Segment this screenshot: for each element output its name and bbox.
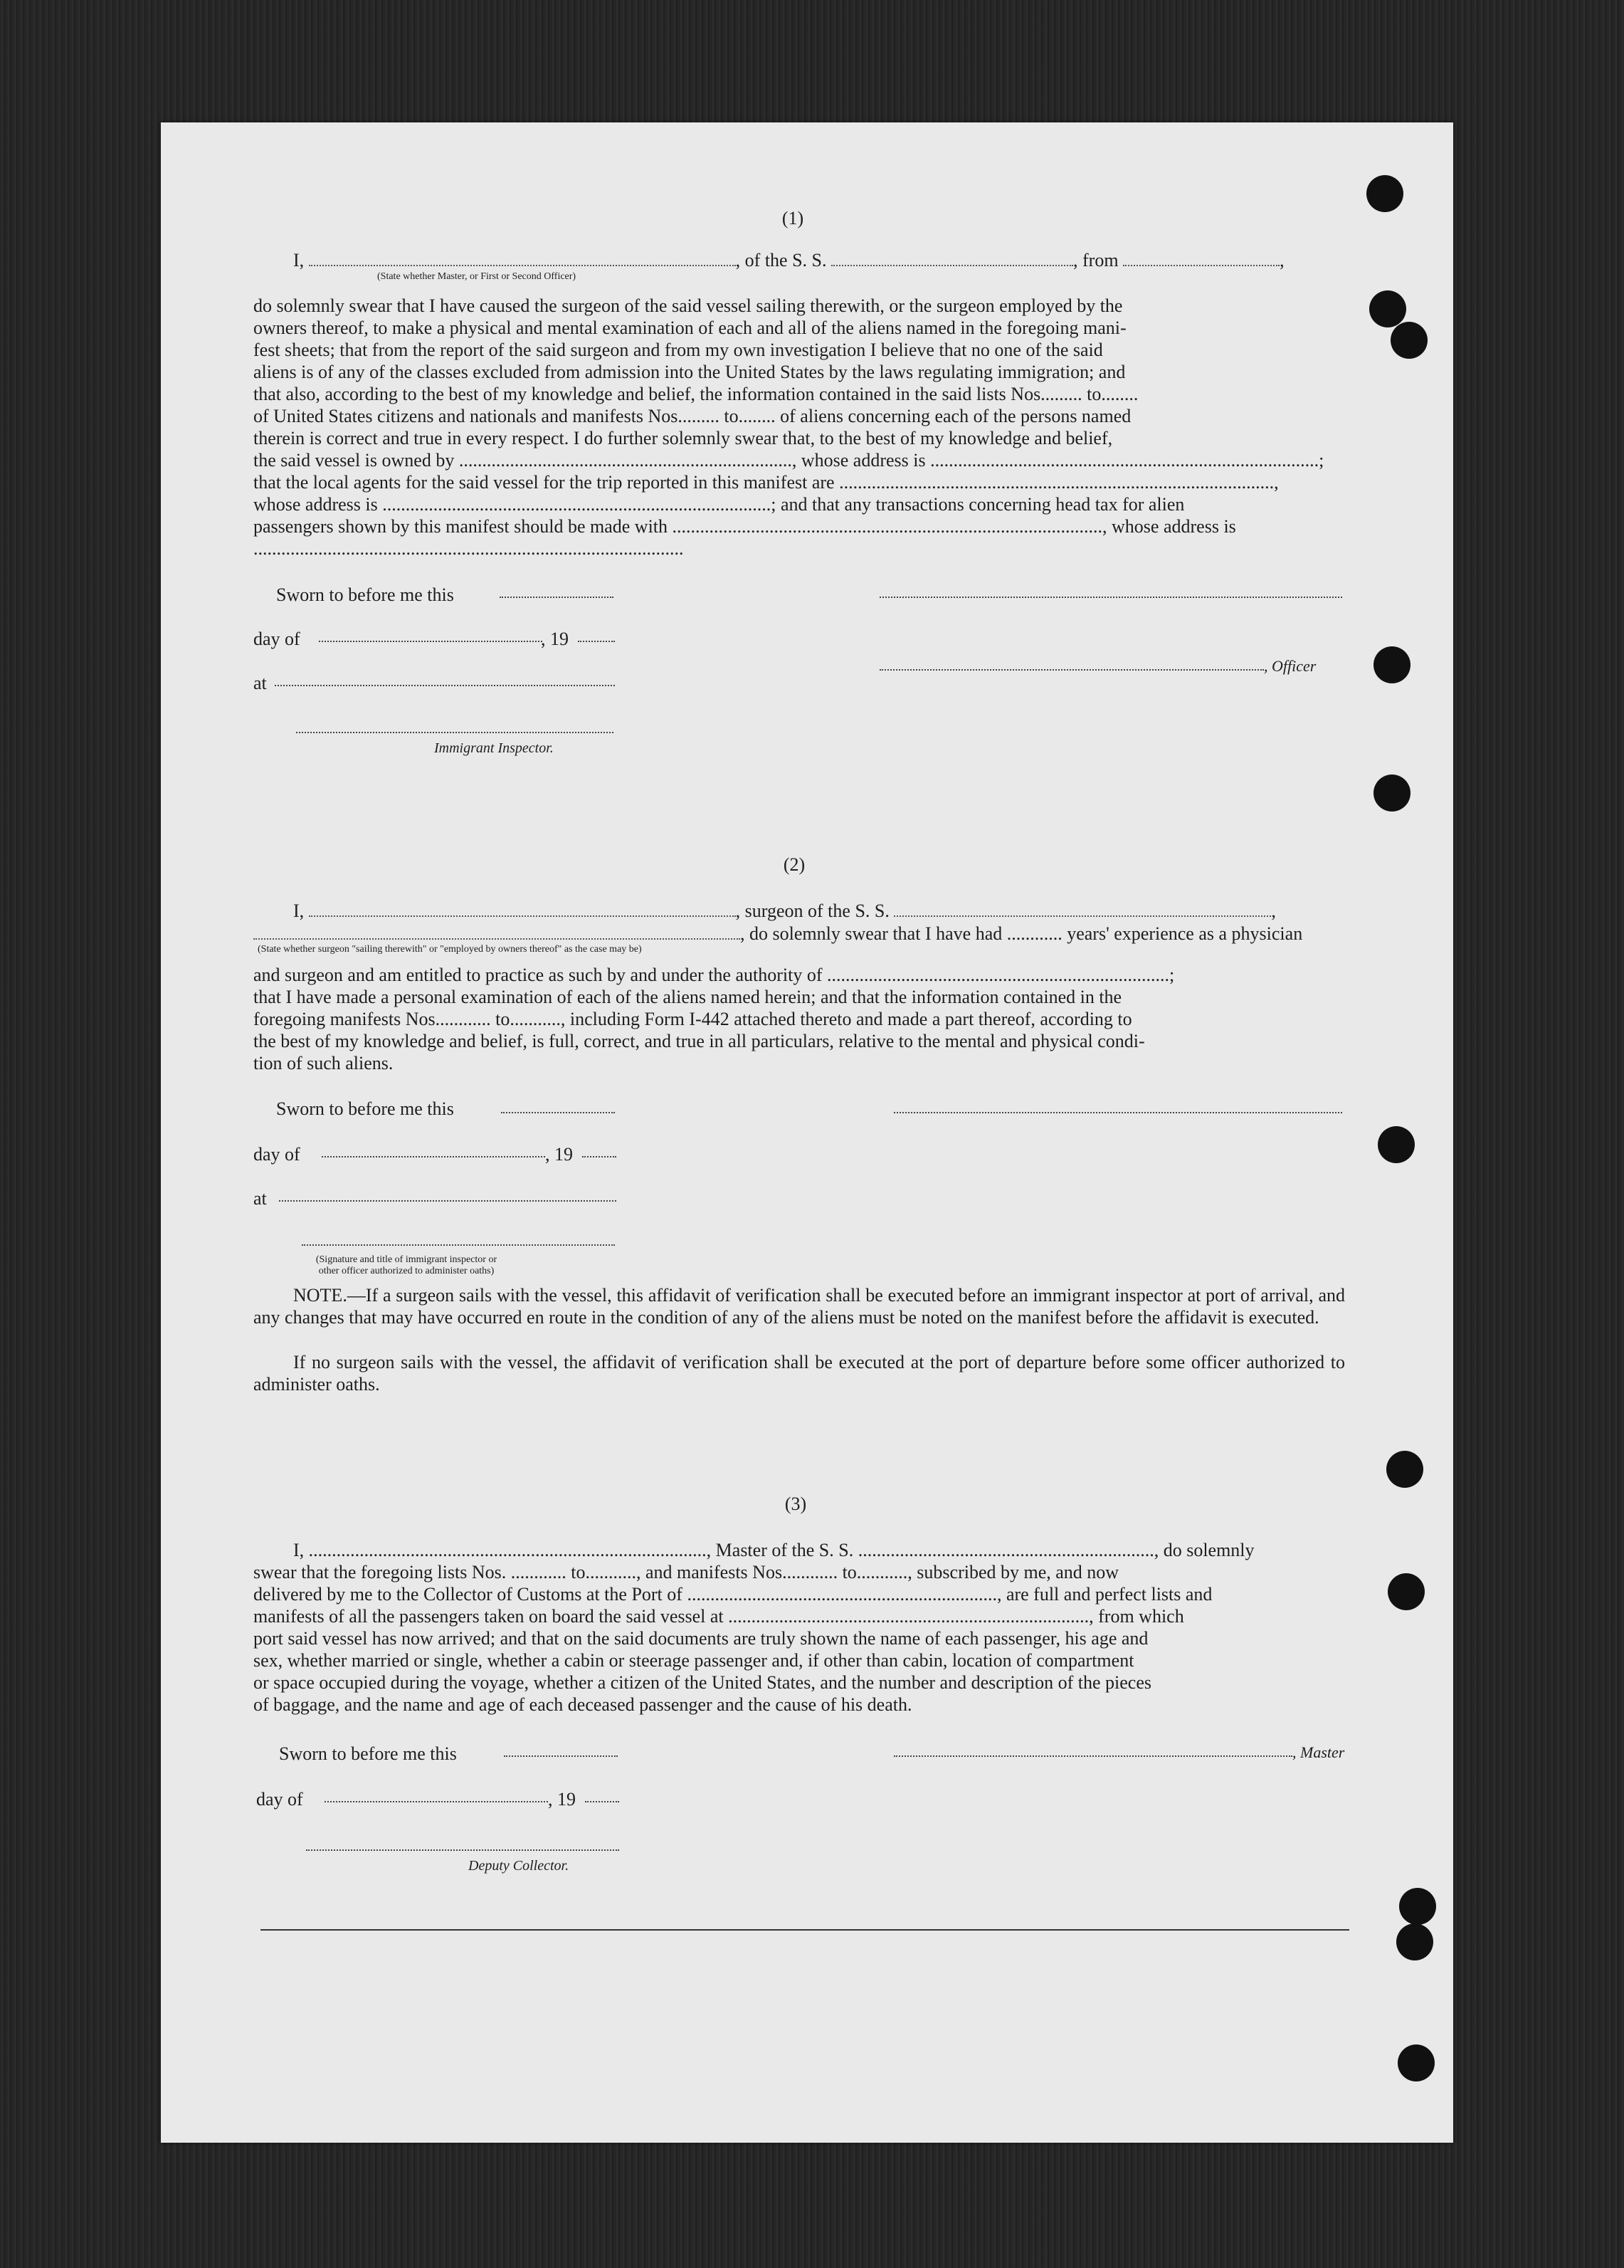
blank-field: [831, 251, 1073, 266]
punch-hole: [1386, 1451, 1423, 1488]
section-2-note: [253, 1284, 1345, 1328]
note-text: —If a surgeon sails with the vessel, this affidavit of verification shall be executed before an immigrant inspector at port of arrival, and any changes that may have occurred en route in the condition of any of the aliens must be noted on the manifest before the affidavit is executed.: [253, 1285, 1345, 1328]
text-line: .............................................................................................: [253, 538, 684, 559]
section-1-number: (1): [781, 208, 804, 229]
section-3-number: (3): [784, 1493, 807, 1514]
text-line: of United States citizens and nationals and manifests Nos......... to........ of aliens concerning each of the persons named: [253, 406, 1132, 426]
inspector-signature-line: [302, 1244, 615, 1246]
text-line: the said vessel is owned by ........................................................................, whose address is ....................................................................................;: [253, 450, 1324, 471]
blank-field: [585, 1801, 619, 1802]
blank-field: [309, 251, 736, 266]
text-line: swear that the foregoing lists Nos. ............ to..........., and manifests Nos............ to..........., subscribed by me, and now: [253, 1562, 1119, 1582]
section-1-at-label: at: [253, 673, 267, 693]
text-line: of baggage, and the name and age of each deceased passenger and the cause of his death.: [253, 1694, 912, 1715]
section-1-sworn-label: Sworn to before me this: [276, 584, 454, 605]
text-line: whose address is ....................................................................................; and that any transactions concerning head tax for alien: [253, 494, 1185, 515]
blank-field: [578, 641, 615, 642]
section-3-year: , 19: [548, 1789, 576, 1810]
blank-field: [894, 901, 1271, 917]
bottom-rule: [260, 1929, 1349, 1931]
text-line: owners thereof, to make a physical and mental examination of each and all of the aliens named in the foregoing mani-: [253, 317, 1127, 338]
section-1-inspector-label: Immigrant Inspector.: [434, 740, 554, 756]
punch-hole: [1399, 1888, 1436, 1925]
section-1-i: I,: [293, 250, 305, 271]
text-line: manifests of all the passengers taken on board the said vessel at .............................................................................., from which: [253, 1606, 1184, 1627]
blank-field: [275, 685, 615, 686]
section-3-sworn-label: Sworn to before me this: [279, 1743, 457, 1764]
section-2-note-2: If no surgeon sails with the vessel, the affidavit of verification shall be executed at the port of departure before some officer authorized to administer oaths.: [253, 1352, 1345, 1395]
section-2-i: I,: [293, 901, 305, 921]
section-2-second-line: [253, 923, 1470, 945]
section-3-day-label: day of: [256, 1789, 303, 1810]
text-line: delivered by me to the Collector of Customs at the Port of ..................................................................., are full and perfect lists and: [253, 1584, 1213, 1605]
section-2-number: (2): [783, 854, 806, 875]
section-2-body: [253, 964, 1342, 1074]
punch-hole: [1396, 1923, 1433, 1960]
blank-field: [1123, 251, 1280, 266]
punch-hole: [1373, 646, 1411, 683]
officer-signature-line: [880, 669, 1264, 671]
punch-hole: [1369, 290, 1406, 327]
punch-hole: [1366, 175, 1403, 212]
punch-hole: [1398, 2044, 1435, 2081]
text-line: I, ......................................................................................, Master of the S. S. ................................................................, do solemnly: [293, 1540, 1255, 1560]
text-line: therein is correct and true in every respect. I do further solemnly swear that, to the best of my knowledge and belief,: [253, 428, 1113, 448]
surgeon-signature-line: [894, 1112, 1342, 1113]
section-2-day-label: day of: [253, 1144, 300, 1165]
section-1-of-ss: , of the S. S.: [735, 250, 827, 271]
blank-field: [504, 1755, 618, 1757]
section-2-year: , 19: [545, 1144, 573, 1165]
text-line: aliens is of any of the classes excluded from admission into the United States by the laws regulating immigration; and: [253, 362, 1126, 382]
punch-hole: [1391, 322, 1428, 359]
officer-signature-line: [880, 597, 1342, 598]
section-2-sworn-label: Sworn to before me this: [276, 1098, 454, 1119]
section-1-body: [253, 295, 1342, 560]
master-signature-line: [894, 1755, 1292, 1757]
text-line: and surgeon and am entitled to practice as such by and under the authority of ..........................................................................;: [253, 965, 1175, 985]
section-1-day-label: day of: [253, 629, 300, 649]
section-1-year: , 19: [541, 629, 569, 649]
punch-hole: [1373, 775, 1411, 812]
section-2-at-label: at: [253, 1188, 267, 1209]
blank-field: [309, 901, 736, 917]
text-line: that I have made a personal examination of each of the aliens named herein; and that the information contained in the: [253, 987, 1122, 1007]
section-2-years-experience: , do solemnly swear that I have had ............ years' experience as a physician: [740, 923, 1303, 944]
blank-field: [500, 597, 613, 598]
text-line: port said vessel has now arrived; and that on the said documents are truly shown the name of each passenger, his age and: [253, 1628, 1149, 1649]
form-page: [161, 122, 1453, 2143]
section-2-signature-note: (Signature and title of immigrant inspector or other officer authorized to administer oaths): [315, 1254, 497, 1276]
text-line: fest sheets; that from the report of the said surgeon and from my own investigation I believe that no one of the said: [253, 340, 1103, 360]
section-2-first-line: I, , surgeon of the S. S. ,: [293, 901, 1276, 921]
punch-hole: [1388, 1573, 1425, 1610]
blank-field: [279, 1200, 616, 1202]
blank-field: [322, 1156, 545, 1157]
section-1-from: , from: [1073, 250, 1119, 271]
inspector-signature-line: [296, 732, 613, 733]
section-1-first-line: [293, 249, 1510, 271]
punch-hole: [1378, 1126, 1415, 1163]
text-line: do solemnly swear that I have caused the surgeon of the said vessel sailing therewith, or the surgeon employed by the: [253, 295, 1123, 316]
section-2-surgeon-of: , surgeon of the S. S.: [735, 901, 890, 921]
section-3-master-label: , Master: [1292, 1743, 1345, 1761]
text-line: passengers shown by this manifest should be made with ............................................................................................., whose address is: [253, 516, 1236, 537]
text-line: sex, whether married or single, whether a cabin or steerage passenger and, if other than cabin, location of compartment: [253, 1650, 1134, 1671]
text-line: or space occupied during the voyage, whether a citizen of the United States, and the number and description of the pieces: [253, 1672, 1152, 1693]
text-line: foregoing manifests Nos............ to..........., including Form I-442 attached thereto and made a part thereof, according to: [253, 1009, 1132, 1029]
section-1-comma: ,: [1280, 250, 1285, 271]
blank-field: [501, 1112, 615, 1113]
blank-field: [253, 924, 740, 940]
text-line: that the local agents for the said vessel for the trip reported in this manifest are ..............................................................................................,: [253, 472, 1279, 493]
section-3-body: [253, 1539, 1352, 1716]
section-1-officer-note: (State whether Master, or First or Second Officer): [377, 271, 576, 282]
collector-signature-line: [306, 1849, 619, 1851]
blank-field: [319, 641, 542, 642]
text-line: that also, according to the best of my knowledge and belief, the information contained in the said lists Nos......... to........: [253, 384, 1139, 404]
blank-field: [325, 1801, 548, 1802]
section-1-officer-label: , Officer: [1264, 657, 1317, 675]
blank-field: [582, 1156, 616, 1157]
section-2-surgeon-note: (State whether surgeon "sailing therewith" or "employed by owners thereof" as the case may be): [258, 944, 642, 955]
note-label: NOTE.: [293, 1285, 347, 1306]
section-3-collector-label: Deputy Collector.: [468, 1858, 569, 1874]
text-line: tion of such aliens.: [253, 1053, 394, 1073]
text-line: the best of my knowledge and belief, is full, correct, and true in all particulars, relative to the mental and physical condi-: [253, 1031, 1145, 1051]
